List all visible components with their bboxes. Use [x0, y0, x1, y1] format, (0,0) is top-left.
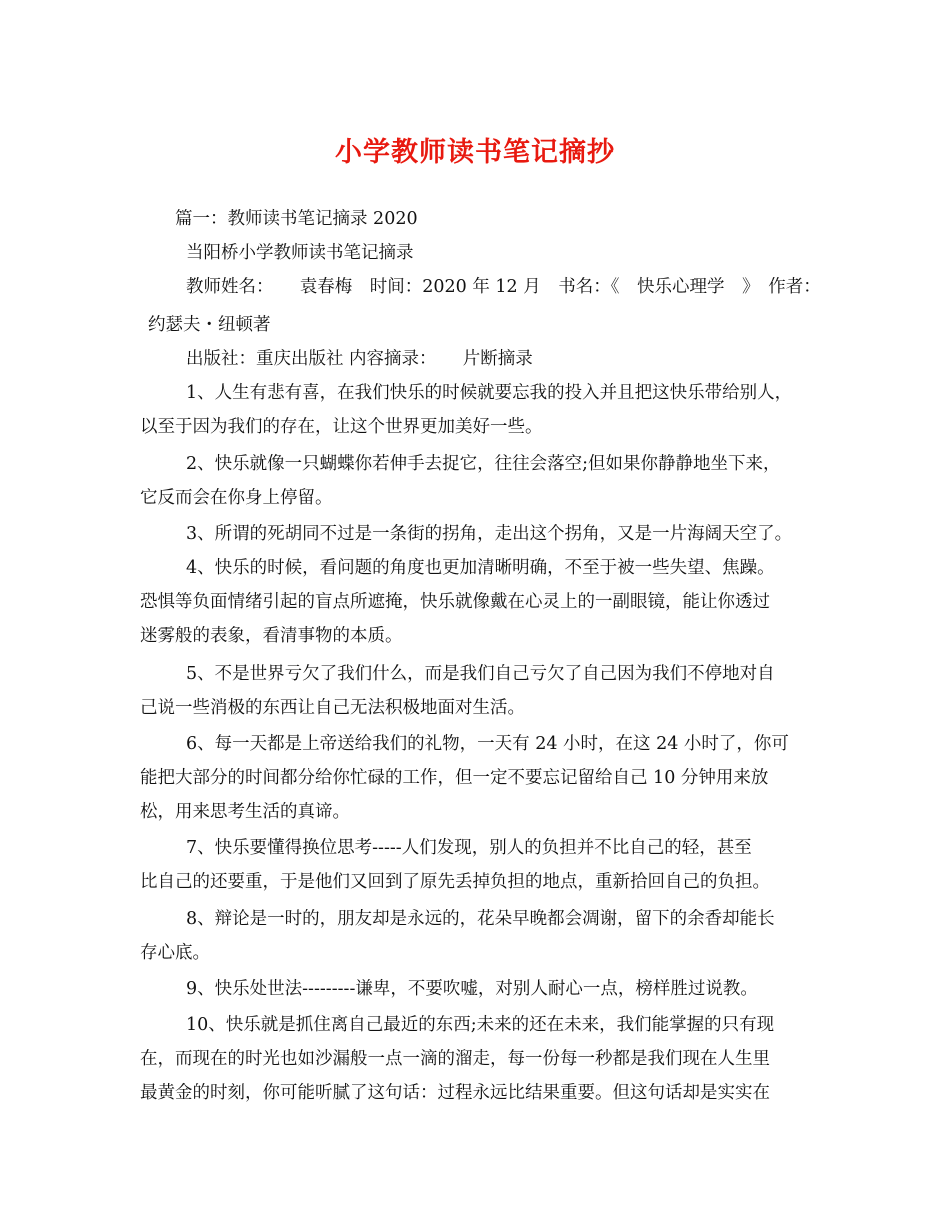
meta-line: 出版社：重庆出版社 内容摘录： 片断摘录	[186, 349, 533, 369]
paragraph-line: 能把大部分的时间都分给你忙碌的工作，但一定不要忘记留给自己 10 分钟用来放	[140, 768, 769, 788]
meta-line: 约瑟夫・纽顿著	[148, 315, 271, 335]
paragraph-line: 以至于因为我们的存在，让这个世界更加美好一些。	[140, 417, 543, 437]
paragraph-line: 8、辩论是一时的，朋友却是永远的，花朵早晚都会凋谢，留下的余香却能长	[186, 909, 775, 929]
paragraph-line: 迷雾般的表象，看清事物的本质。	[140, 626, 403, 646]
paragraph-line: 松，用来思考生活的真谛。	[140, 802, 350, 822]
paragraph-line: 最黄金的时刻，你可能听腻了这句话：过程永远比结果重要。但这句话却是实实在	[140, 1083, 770, 1103]
paragraph-line: 5、不是世界亏欠了我们什么，而是我们自己亏欠了自己因为我们不停地对自	[186, 664, 775, 684]
paragraph-line: 10、快乐就是抓住离自己最近的东西;未来的还在未来，我们能掌握的只有现	[186, 1015, 775, 1035]
paragraph-line: 4、快乐的时候，看问题的角度也更加清晰明确，不至于被一些失望、焦躁。	[186, 558, 775, 578]
document-title: 小学教师读书笔记摘抄	[335, 137, 615, 168]
paragraph-line: 9、快乐处世法---------谦卑，不要吹嘘，对别人耐心一点，榜样胜过说教。	[186, 979, 758, 999]
paragraph-line: 恐惧等负面情绪引起的盲点所遮掩，快乐就像戴在心灵上的一副眼镜，能让你透过	[140, 592, 770, 612]
section-heading: 篇一：教师读书笔记摘录 2020	[175, 209, 418, 229]
paragraph-line: 1、人生有悲有喜，在我们快乐的时候就要忘我的投入并且把这快乐带给别人，	[186, 383, 793, 403]
meta-line: 教师姓名： 袁春梅 时间：2020 年 12 月 书名：《 快乐心理学 》 作者：	[186, 277, 821, 297]
paragraph-line: 存心底。	[140, 943, 210, 963]
paragraph-line: 3、所谓的死胡同不过是一条街的拐角，走出这个拐角，又是一片海阔天空了。	[186, 524, 793, 544]
paragraph-line: 它反而会在你身上停留。	[140, 488, 333, 508]
paragraph-line: 比自己的还要重，于是他们又回到了原先丢掉负担的地点，重新拾回自己的负担。	[140, 872, 770, 892]
paragraph-line: 7、快乐要懂得换位思考-----人们发现，别人的负担并不比自己的轻，甚至	[186, 838, 752, 858]
school-heading: 当阳桥小学教师读书笔记摘录	[186, 243, 414, 263]
paragraph-line: 己说一些消极的东西让自己无法积极地面对生活。	[140, 698, 525, 718]
paragraph-line: 在，而现在的时光也如沙漏般一点一滴的溜走，每一份每一秒都是我们现在人生里	[140, 1049, 770, 1069]
paragraph-line: 2、快乐就像一只蝴蝶你若伸手去捉它，往往会落空;但如果你静静地坐下来，	[186, 454, 781, 474]
paragraph-line: 6、每一天都是上帝送给我们的礼物，一天有 24 小时，在这 24 小时了，你可	[186, 734, 789, 754]
